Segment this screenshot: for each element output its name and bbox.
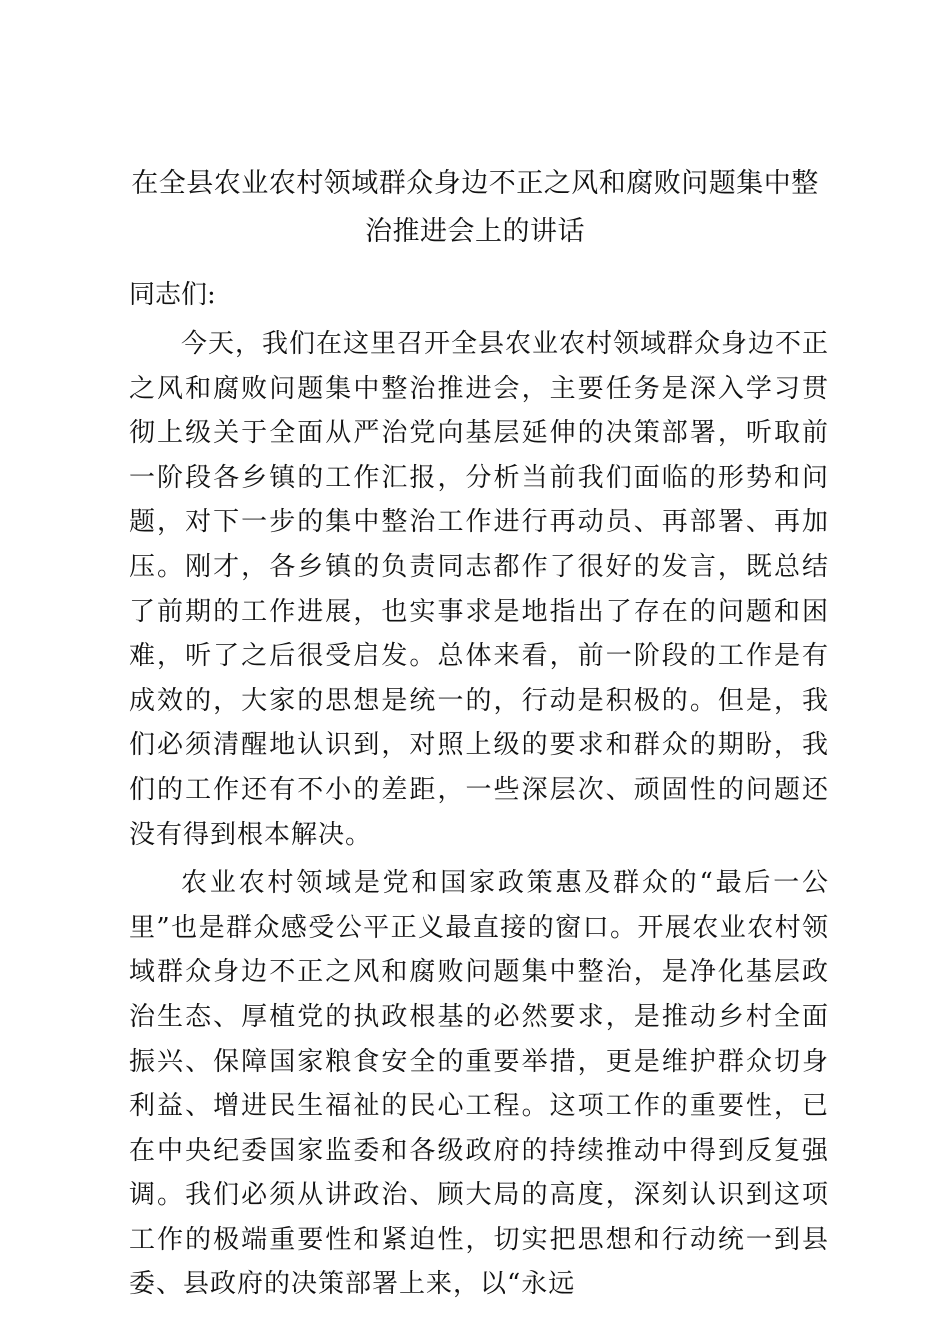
paragraph-2: 农业农村领域是党和国家政策惠及群众的“最后一公里”也是群众感受公平正义最直接的窗口。开展农业农村领域群众身边不正之风和腐败问题集中整治，是净化基层政治生态、厚植党的执政根基的必然要求，是推动乡村全面振兴、保障国家粮食安全的重要举措，更是维护群众切身利益、增进民生福祉的民心工程。这项工作的重要性，已在中央纪委国家监委和各级政府的持续推动中得到反复强调。我们必须从讲政治、顾大局的高度，深刻认识到这项工作的极端重要性和紧迫性，切实把思想和行动统一到县委、县政府的决策部署上来，以“永远 [129, 868, 829, 1300]
salutation: 同志们: [129, 280, 216, 310]
document-title: 在全县农业农村领域群众身边不正之风和腐败问题集中整治推进会上的讲话 [131, 168, 819, 247]
paragraph-1: 今天，我们在这里召开全县农业农村领域群众身边不正之风和腐败问题集中整治推进会，主要任务是深入学习贯彻上级关于全面从严治党向基层延伸的决策部署，听取前一阶段各乡镇的工作汇报，分析当前我们面临的形势和问题，对下一步的集中整治工作进行再动员、再部署、再加压。刚才，各乡镇的负责同志都作了很好的发言，既总结了前期的工作进展，也实事求是地指出了存在的问题和困难，听了之后很受启发。总体来看，前一阶段的工作是有成效的，大家的思想是统一的，行动是积极的。但是，我们必须清醒地认识到，对照上级的要求和群众的期盼，我们的工作还有不小的差距，一些深层次、顽固性的问题还没有得到根本解决。 [129, 329, 830, 850]
document-body [129, 272, 829, 1307]
